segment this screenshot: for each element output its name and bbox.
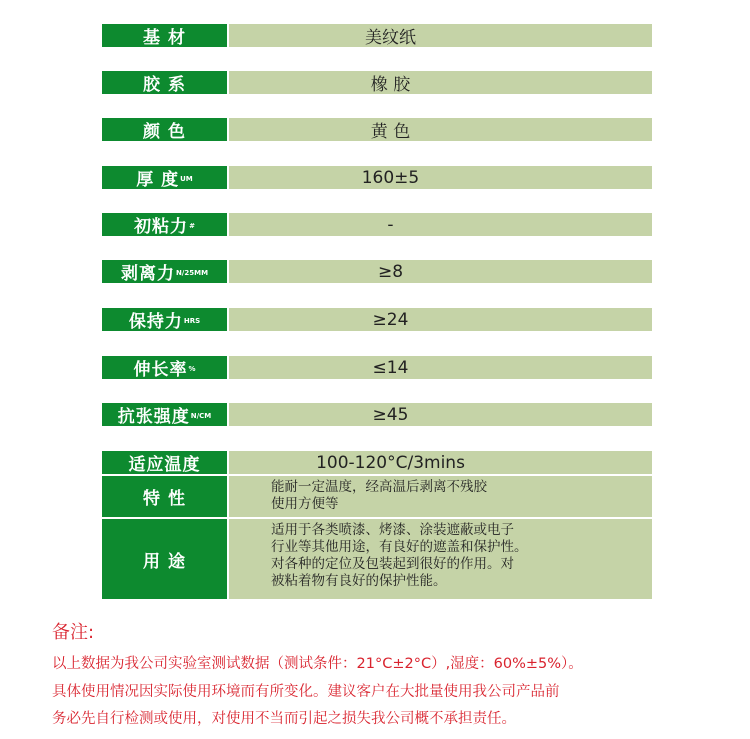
spec-value: ≥24 xyxy=(229,308,652,331)
usage-row xyxy=(102,519,652,599)
spec-value: 黄 色 xyxy=(229,118,652,141)
spec-label-text: 伸长率 xyxy=(133,360,188,380)
spec-row-peel-strength xyxy=(102,260,652,283)
features-line: 能耐一定温度，经高温后剥离不残胶 xyxy=(271,479,487,495)
spec-label xyxy=(102,403,227,426)
spec-row-tensile-strength xyxy=(102,403,652,426)
features-line: 使用方便等 xyxy=(271,496,339,512)
spec-value: 橡 胶 xyxy=(229,71,652,94)
spec-unit: HRS xyxy=(183,317,201,325)
spec-value: - xyxy=(229,213,652,236)
notes-line: 务必先自行检测或使用，对使用不当而引起之损失我公司概不承担责任。 xyxy=(52,711,516,727)
spec-label-text: 颜 色 xyxy=(143,122,186,142)
spec-row-base-material xyxy=(102,24,652,47)
usage-text xyxy=(229,519,652,599)
spec-label xyxy=(102,24,227,47)
spec-unit: % xyxy=(188,365,196,373)
spec-label xyxy=(102,356,227,379)
spec-value: 160±5 xyxy=(229,166,652,189)
spec-label xyxy=(102,260,227,283)
spec-label xyxy=(102,166,227,189)
spec-value: ≥8 xyxy=(229,260,652,283)
notes-line: 以上数据为我公司实验室测试数据（测试条件：21°C±2°C）,湿度：60%±5%）。 xyxy=(52,656,583,672)
spec-value: ≥45 xyxy=(229,403,652,426)
spec-row-elongation xyxy=(102,356,652,379)
spec-unit: N/25MM xyxy=(175,269,209,277)
spec-value: 美纹纸 xyxy=(229,24,652,47)
spec-row-holding-power xyxy=(102,308,652,331)
spec-unit: N/CM xyxy=(190,412,212,420)
spec-label xyxy=(102,118,227,141)
notes-title: 备注: xyxy=(52,622,95,643)
spec-row-initial-tack xyxy=(102,213,652,236)
spec-unit: UM xyxy=(180,175,193,183)
usage-line: 适用于各类喷漆、烤漆、涂装遮蔽或电子 xyxy=(271,522,514,538)
spec-label-text: 基 材 xyxy=(143,28,186,48)
usage-label: 用 途 xyxy=(102,519,227,599)
temperature-label: 适应温度 xyxy=(102,451,227,474)
notes-line: 具体使用情况因实际使用环境而有所变化。建议客户在大批量使用我公司产品前 xyxy=(52,684,560,700)
spec-label xyxy=(102,213,227,236)
spec-row-adhesive xyxy=(102,71,652,94)
spec-value: ≤14 xyxy=(229,356,652,379)
spec-label-text: 厚 度 xyxy=(136,170,180,190)
spec-label-text: 保持力 xyxy=(128,312,183,332)
spec-row-color xyxy=(102,118,652,141)
spec-label xyxy=(102,308,227,331)
spec-label-text: 剥离力 xyxy=(120,264,175,284)
temperature-row xyxy=(102,451,652,474)
features-label: 特 性 xyxy=(102,476,227,517)
temperature-value: 100-120°C/3mins xyxy=(229,451,652,474)
spec-unit: # xyxy=(189,222,195,230)
usage-line: 行业等其他用途，有良好的遮盖和保护性。 xyxy=(271,539,528,555)
features-text xyxy=(229,476,652,517)
usage-line: 被粘着物有良好的保护性能。 xyxy=(271,573,447,589)
features-row xyxy=(102,476,652,517)
spec-label xyxy=(102,71,227,94)
spec-label-text: 初粘力 xyxy=(134,217,189,237)
spec-row-thickness xyxy=(102,166,652,189)
spec-label-text: 胶 系 xyxy=(143,75,186,95)
usage-line: 对各种的定位及包装起到很好的作用。对 xyxy=(271,556,514,572)
spec-label-text: 抗张强度 xyxy=(117,407,190,427)
